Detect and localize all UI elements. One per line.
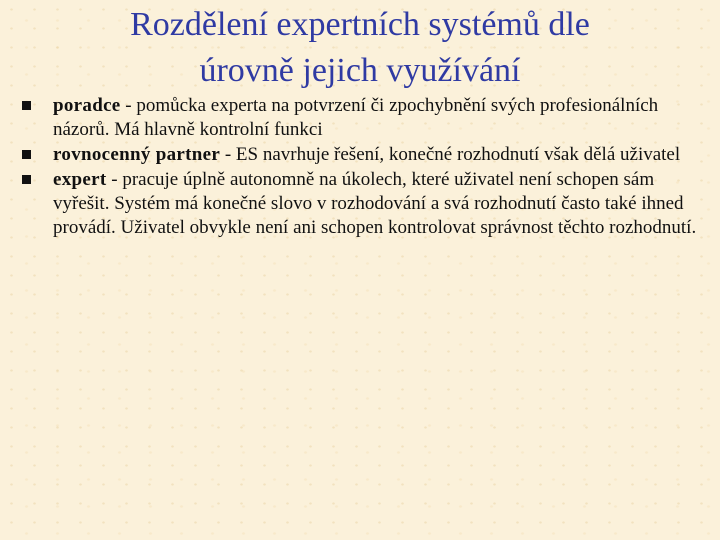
bullet-term: rovnocenný partner (53, 144, 221, 165)
bullet-term: poradce (53, 95, 121, 116)
square-bullet-icon (22, 150, 31, 159)
bullet-item-expert (22, 168, 702, 240)
square-bullet-icon (22, 101, 31, 110)
bullet-text: - ES navrhuje řešení, konečné rozhodnutí však dělá uživatel (220, 144, 681, 165)
bullet-list (22, 94, 702, 241)
slide-title (20, 2, 700, 94)
square-bullet-icon (22, 175, 31, 184)
bullet-item-poradce (22, 94, 702, 142)
bullet-text: - pracuje úplně autonomně na úkolech, které uživatel není schopen sám vyřešit. Systém má konečné slovo v rozhodování a svá rozhodnutí často také ihned provádí. Uživatel obvykle není ani schopen kontrolovat správnost těchto rozhodnutí. (53, 169, 697, 238)
bullet-term: expert (53, 169, 107, 190)
slide-title-line-2: úrovně jejich využívání (199, 52, 521, 89)
bullet-text: - pomůcka experta na potvrzení či zpochybnění svých profesionálních názorů. Má hlavně kontrolní funkci (53, 95, 659, 140)
slide-title-line-1: Rozdělení expertních systémů dle (130, 6, 590, 43)
bullet-item-rovnocenny-partner (22, 143, 702, 167)
